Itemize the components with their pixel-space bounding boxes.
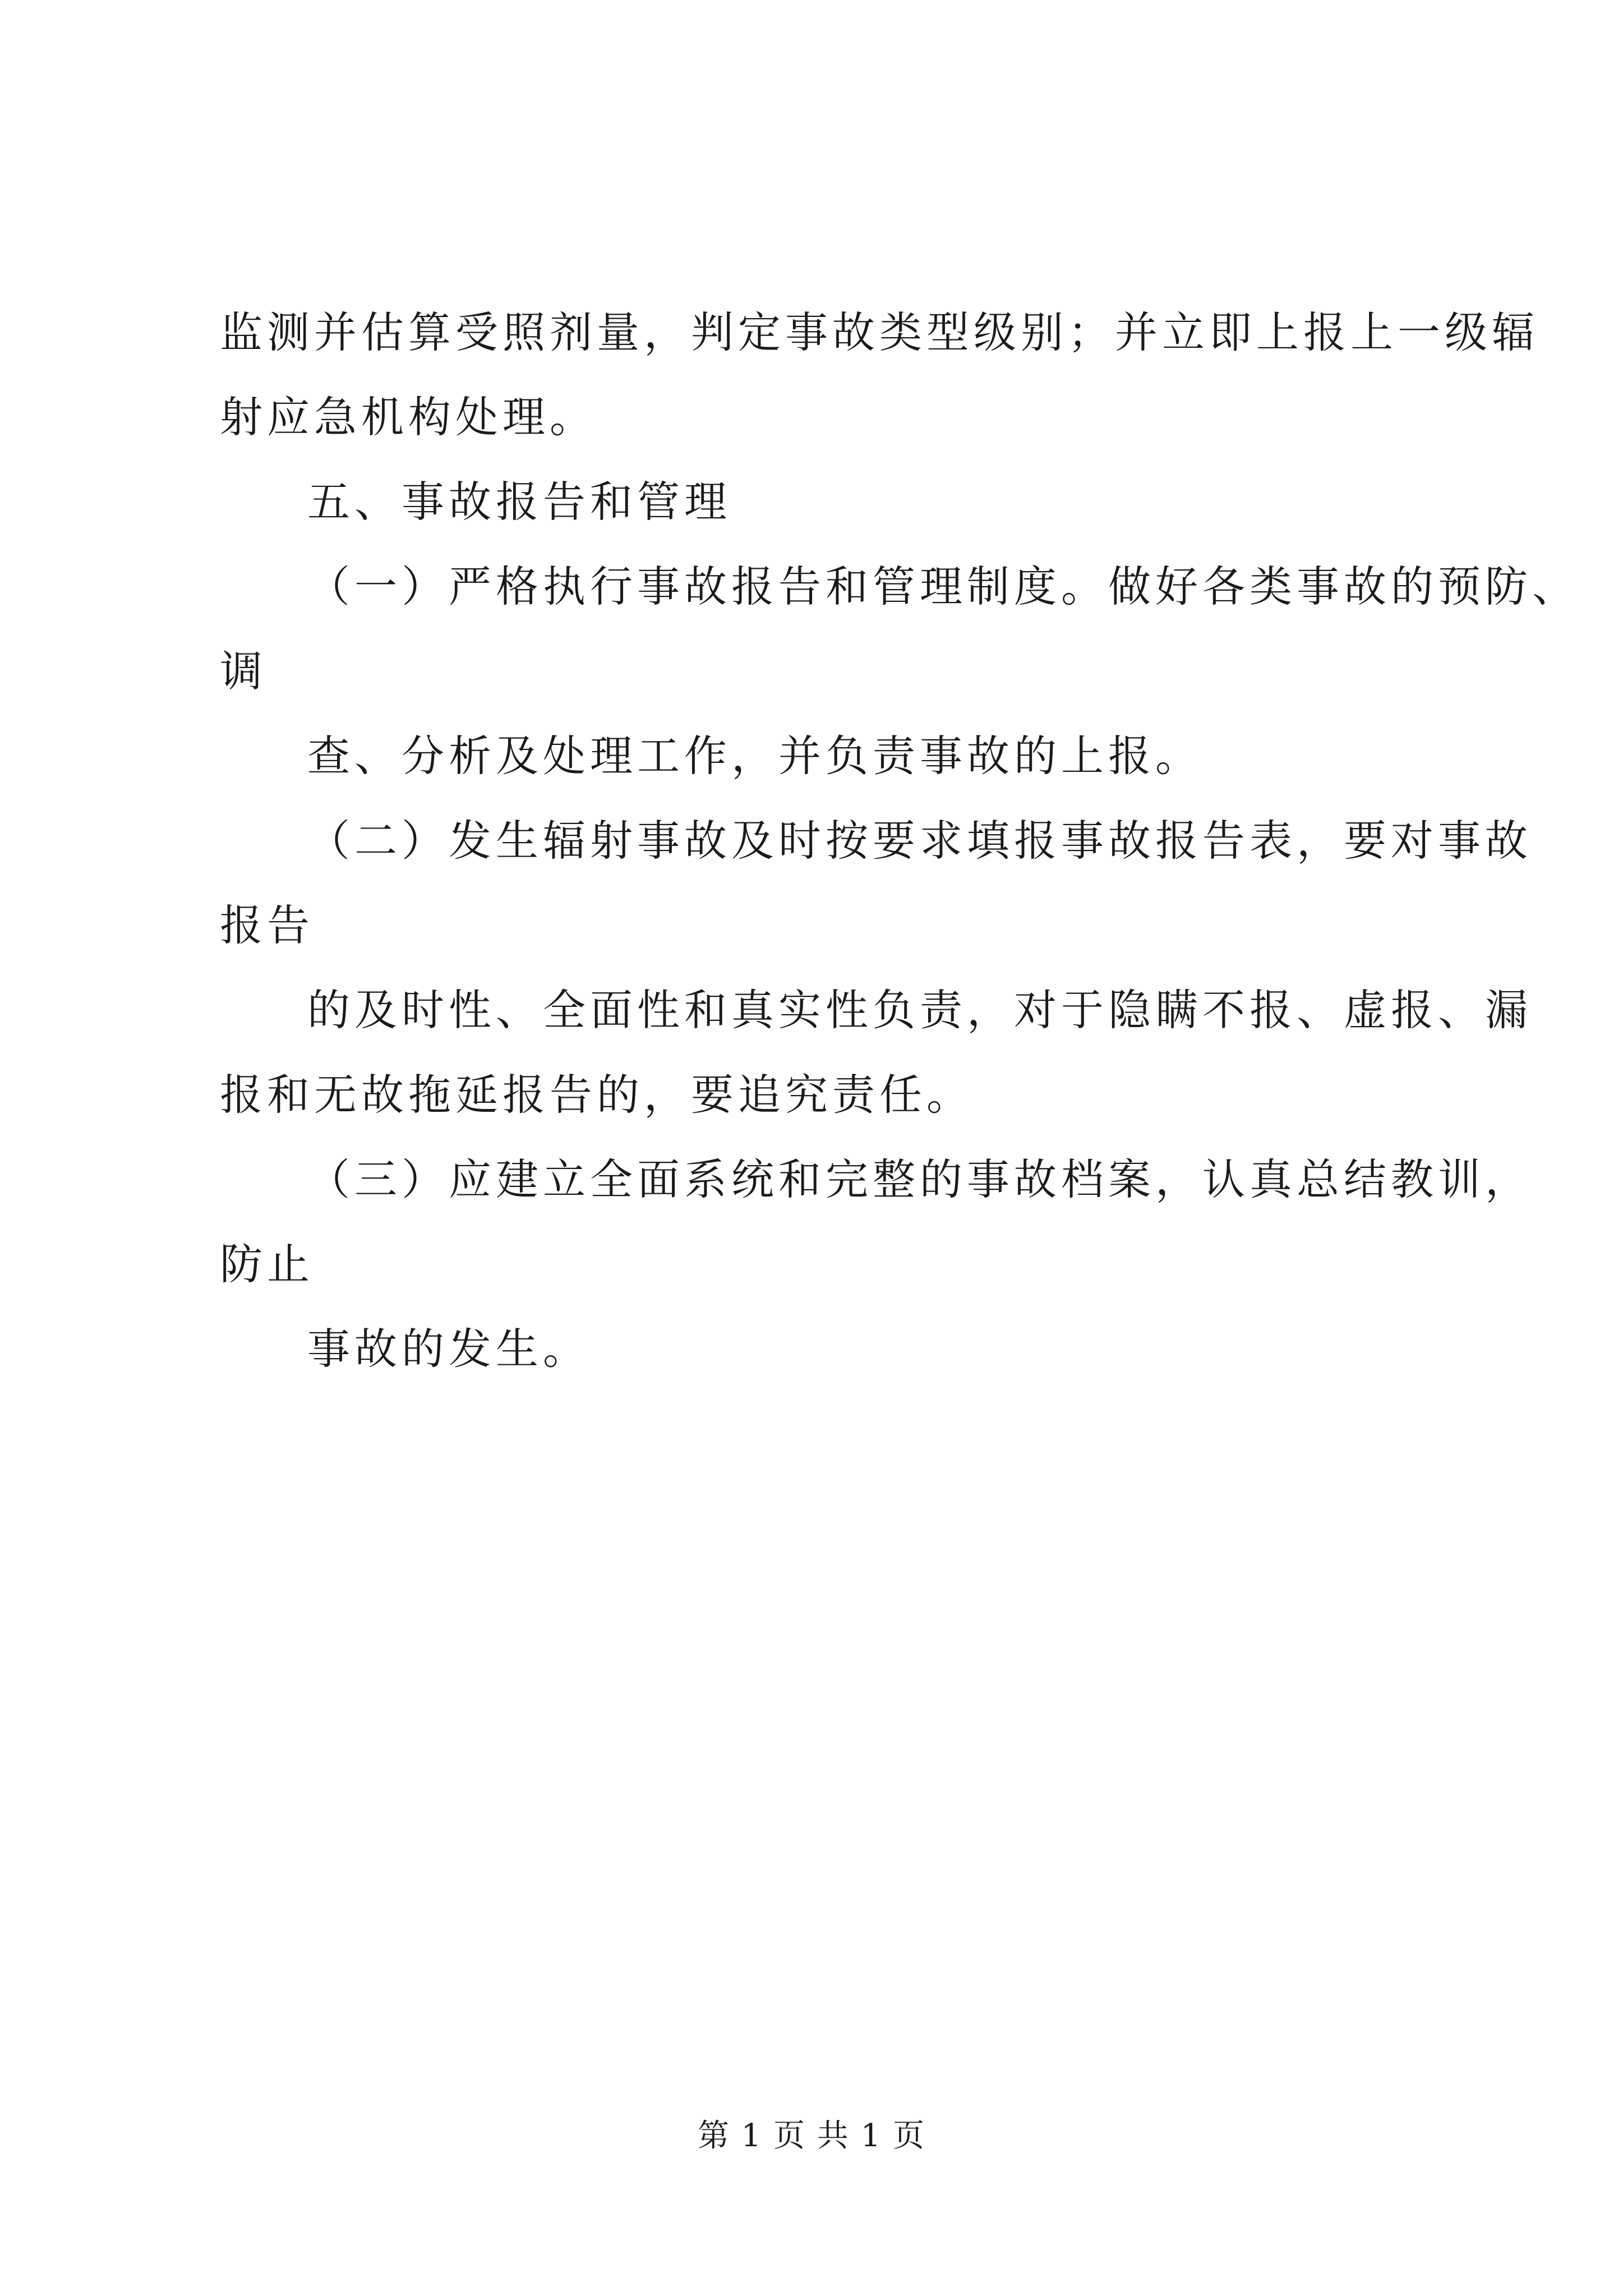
body-line-11: （三）应建立全面系统和完整的事故档案，认真总结教训， xyxy=(307,1154,1532,1204)
page-footer: 第 1 页 共 1 页 xyxy=(697,2118,926,2154)
body-line-5: 调 xyxy=(220,646,267,696)
section-heading: 五、事故报告和管理 xyxy=(307,477,731,527)
body-line-12: 防止 xyxy=(220,1239,314,1289)
body-line-10: 报和无故拖延报告的，要追究责任。 xyxy=(220,1070,974,1120)
body-line-7: （二）发生辐射事故及时按要求填报事故报告表，要对事故 xyxy=(307,816,1532,866)
body-line-9: 的及时性、全面性和真实性负责，对于隐瞒不报、虚报、漏 xyxy=(307,985,1532,1035)
body-line-6: 查、分析及处理工作，并负责事故的上报。 xyxy=(307,731,1202,781)
body-line-2: 射应急机构处理。 xyxy=(220,392,597,442)
body-line-13: 事故的发生。 xyxy=(307,1324,590,1374)
body-line-8: 报告 xyxy=(220,900,314,950)
body-line-1: 监测并估算受照剂量，判定事故类型级别；并立即上报上一级辐 xyxy=(220,307,1539,357)
body-line-4: （一）严格执行事故报告和管理制度。做好各类事故的预防、 xyxy=(307,562,1579,611)
